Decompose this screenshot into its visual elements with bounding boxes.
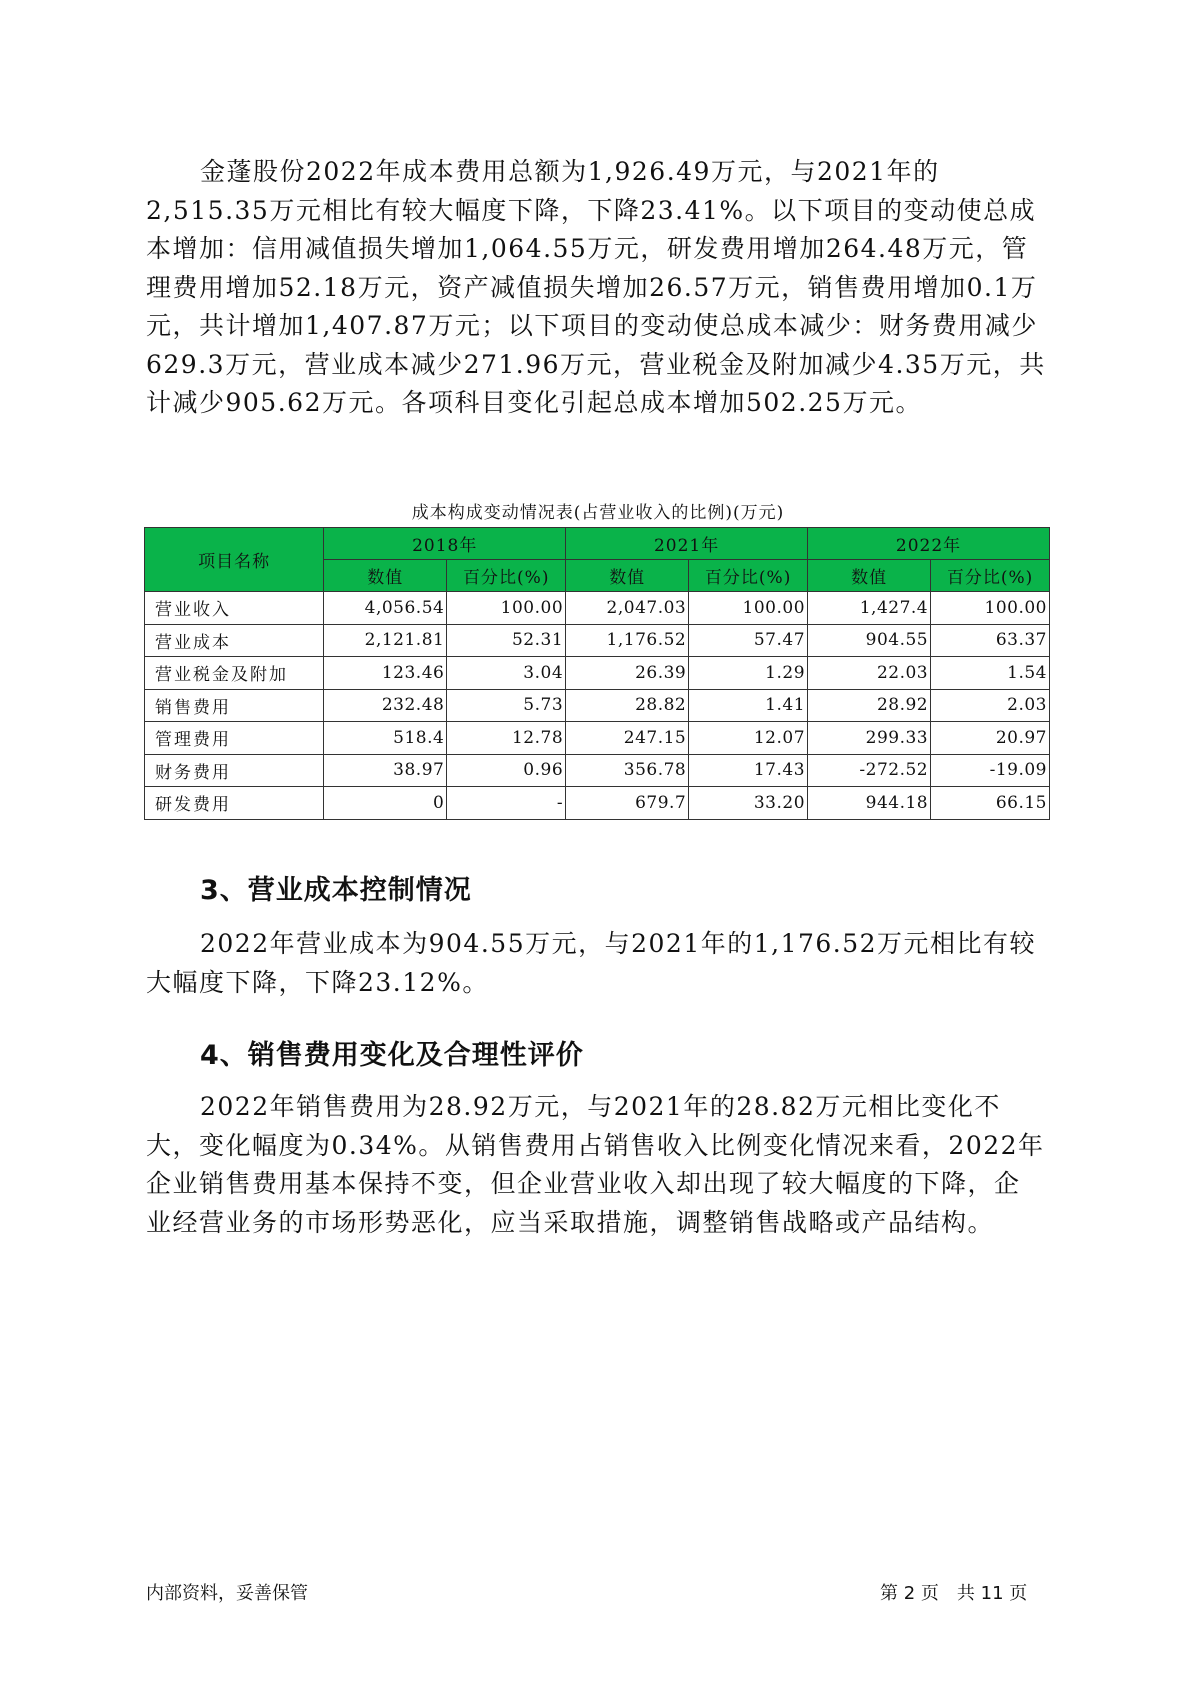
header-percent: 百分比(%): [689, 560, 808, 592]
table-row: [145, 689, 1050, 722]
table-cell: 299.33: [808, 722, 931, 755]
paragraph-cost-summary: 金蓬股份2022年成本费用总额为1,926.49万元，与2021年的2,515.35万元相比有较大幅度下降，下降23.41%。以下项目的变动使总成本增加：信用减值损失增加1,064.55万元，研发费用增加264.48万元，管理费用增加52.18万元，资产减值损失增加26.57万元，销售费用增加0.1万元，共计增加1,407.87万元；以下项目的变动使总成本减少：财务费用减少629.3万元，营业成本减少271.96万元，营业税金及附加减少4.35万元，共计减少905.62万元。各项科目变化引起总成本增加502.25万元。: [146, 157, 1046, 417]
table-cell: 0.96: [447, 754, 566, 787]
table-cell: -: [447, 787, 566, 820]
table-cell: 12.78: [447, 722, 566, 755]
row-label: 营业税金及附加: [145, 657, 324, 690]
row-label: 管理费用: [145, 722, 324, 755]
table-cell: 123.46: [324, 657, 447, 690]
table-cell: 66.15: [931, 787, 1050, 820]
table-cell: -19.09: [931, 754, 1050, 787]
row-label: 销售费用: [145, 689, 324, 722]
table-cell: 100.00: [931, 592, 1050, 625]
table-cell: 1,427.4: [808, 592, 931, 625]
table-cell: 1,176.52: [566, 624, 689, 657]
header-percent: 百分比(%): [931, 560, 1050, 592]
table-row: [145, 722, 1050, 755]
table-cell: 17.43: [689, 754, 808, 787]
table-cell: 63.37: [931, 624, 1050, 657]
table-row: [145, 592, 1050, 625]
header-year: 2018年: [324, 528, 566, 560]
table-row: [145, 754, 1050, 787]
table-cell: 57.47: [689, 624, 808, 657]
table-cell: 100.00: [689, 592, 808, 625]
table-cell: 232.48: [324, 689, 447, 722]
table-cell: 1.41: [689, 689, 808, 722]
row-label: 财务费用: [145, 754, 324, 787]
table-cell: 100.00: [447, 592, 566, 625]
table-cell: 944.18: [808, 787, 931, 820]
table-row: [145, 624, 1050, 657]
paragraph-operating-cost: 2022年营业成本为904.55万元，与2021年的1,176.52万元相比有较大幅度下降，下降23.12%。: [146, 929, 1037, 997]
table-row: [145, 657, 1050, 690]
cost-structure-table: [144, 527, 1050, 820]
table-cell: 356.78: [566, 754, 689, 787]
table-caption: 成本构成变动情况表(占营业收入的比例)(万元): [411, 503, 785, 523]
footer-page-number: 第 2 页 共 11 页: [880, 1583, 1028, 1604]
table-cell: 679.7: [566, 787, 689, 820]
table-cell: 4,056.54: [324, 592, 447, 625]
table-cell: 2.03: [931, 689, 1050, 722]
table-cell: 22.03: [808, 657, 931, 690]
section-heading-cost-control: 3、营业成本控制情况: [200, 875, 472, 906]
table-cell: 38.97: [324, 754, 447, 787]
header-value: 数值: [808, 560, 931, 592]
paragraph-sales-expense: 2022年销售费用为28.92万元，与2021年的28.82万元相比变化不大，变化幅度为0.34%。从销售费用占销售收入比例变化情况来看，2022年企业销售费用基本保持不变，但企业营业收入却出现了较大幅度的下降，企业经营业务的市场形势恶化，应当采取措施，调整销售战略或产品结构。: [146, 1092, 1045, 1237]
table-cell: 904.55: [808, 624, 931, 657]
header-percent: 百分比(%): [447, 560, 566, 592]
table-cell: 5.73: [447, 689, 566, 722]
table-cell: 52.31: [447, 624, 566, 657]
table-cell: 28.92: [808, 689, 931, 722]
header-year: 2022年: [808, 528, 1050, 560]
table-cell: 1.29: [689, 657, 808, 690]
table-row: [145, 787, 1050, 820]
table-cell: 3.04: [447, 657, 566, 690]
table-cell: 33.20: [689, 787, 808, 820]
table-cell: 12.07: [689, 722, 808, 755]
section-heading-sales-expense: 4、销售费用变化及合理性评价: [200, 1040, 584, 1071]
row-label: 研发费用: [145, 787, 324, 820]
table-cell: 20.97: [931, 722, 1050, 755]
table-cell: 0: [324, 787, 447, 820]
header-year: 2021年: [566, 528, 808, 560]
header-value: 数值: [566, 560, 689, 592]
header-item-name: 项目名称: [145, 528, 324, 592]
table-cell: 2,047.03: [566, 592, 689, 625]
table-cell: 247.15: [566, 722, 689, 755]
footer-confidential-note: 内部资料，妥善保管: [146, 1583, 308, 1604]
table-cell: 2,121.81: [324, 624, 447, 657]
table-cell: 518.4: [324, 722, 447, 755]
row-label: 营业成本: [145, 624, 324, 657]
table-cell: 1.54: [931, 657, 1050, 690]
table-cell: 26.39: [566, 657, 689, 690]
table-cell: -272.52: [808, 754, 931, 787]
table-cell: 28.82: [566, 689, 689, 722]
header-value: 数值: [324, 560, 447, 592]
row-label: 营业收入: [145, 592, 324, 625]
